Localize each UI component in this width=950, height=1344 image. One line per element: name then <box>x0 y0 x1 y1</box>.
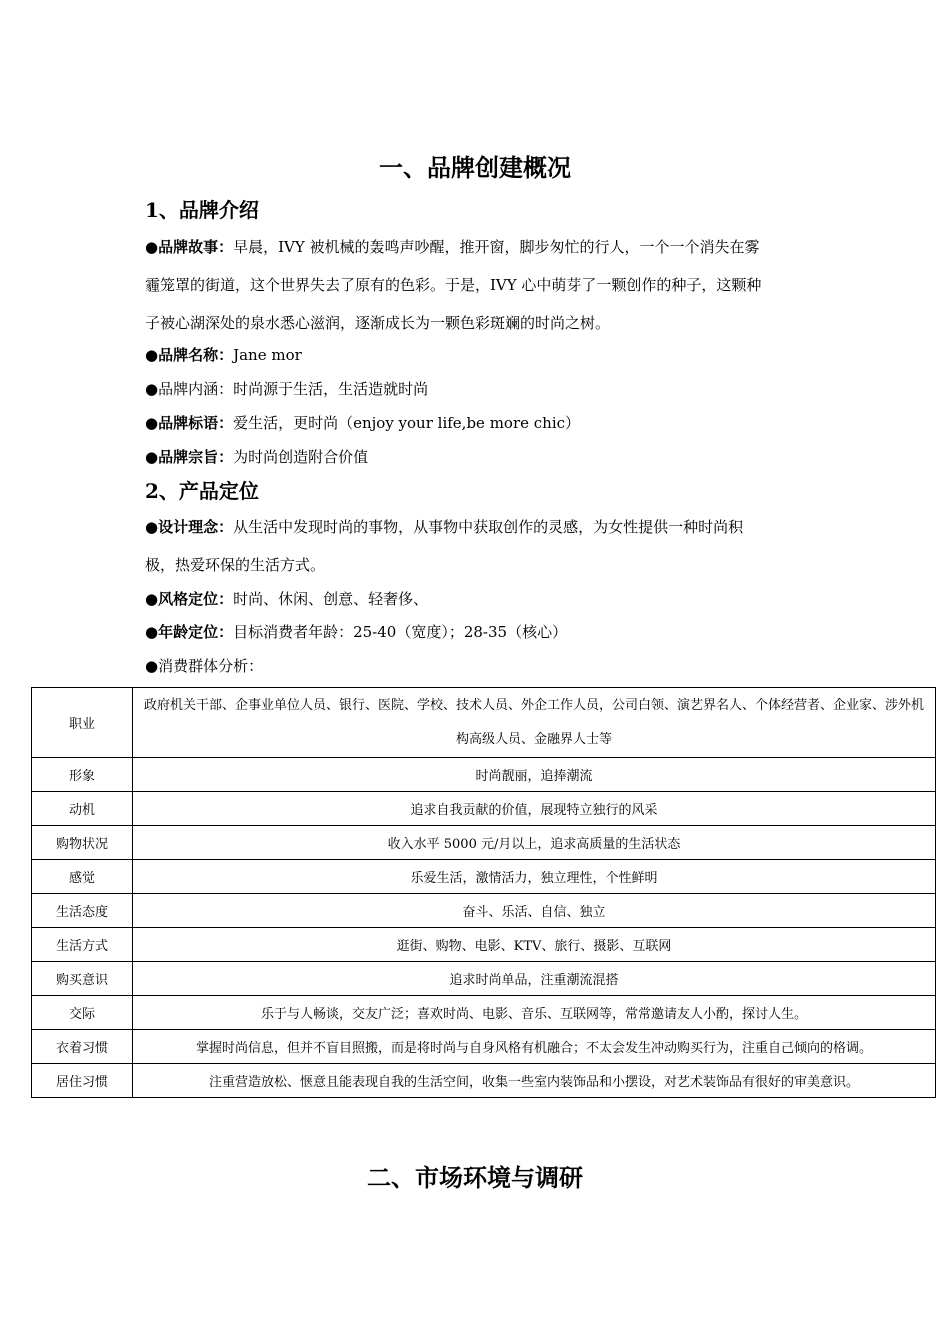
table-row <box>32 1030 936 1064</box>
row-value: 追求时尚单品，注重潮流混搭 <box>133 962 936 996</box>
brand-name-value: Jane mor <box>233 346 302 364</box>
design-concept-line-2: 极，热爱环保的生活方式。 <box>145 556 326 574</box>
age-positioning-label: ●年龄定位： <box>145 623 234 641</box>
row-value: 奋斗、乐活、自信、独立 <box>133 894 936 928</box>
brand-story-line-1 <box>145 237 815 257</box>
row-value: 政府机关干部、企事业单位人员、银行、医院、学校、技术人员、外企工作人员，公司白领、演艺界名人、个体经营者、企业家、涉外机构高级人员、金融界人士等 <box>133 688 936 758</box>
brand-slogan-label: ●品牌标语： <box>145 414 234 432</box>
table-row <box>32 928 936 962</box>
product-positioning-heading: 2、产品定位 <box>145 479 259 503</box>
row-value: 逛街、购物、电影、KTV、旅行、摄影、互联网 <box>133 928 936 962</box>
row-value: 乐于与人畅谈，交友广泛；喜欢时尚、电影、音乐、互联网等，常常邀请友人小酌，探讨人生。 <box>133 996 936 1030</box>
row-key: 形象 <box>32 758 133 792</box>
row-key: 生活态度 <box>32 894 133 928</box>
style-positioning-value: 时尚、休闲、创意、轻奢侈、 <box>233 590 429 608</box>
row-key: 动机 <box>32 792 133 826</box>
row-key: 交际 <box>32 996 133 1030</box>
brand-purpose-label: ●品牌宗旨： <box>145 448 234 466</box>
brand-name-label: ●品牌名称： <box>145 346 234 364</box>
table-row <box>32 792 936 826</box>
age-positioning-value: 目标消费者年龄：25-40（宽度）；28-35（核心） <box>233 623 568 641</box>
brand-slogan-line <box>145 413 815 433</box>
consumer-analysis-table <box>31 687 936 1098</box>
row-key: 感觉 <box>32 860 133 894</box>
brand-intro-heading: 1、品牌介绍 <box>145 198 259 222</box>
table-row <box>32 996 936 1030</box>
design-concept-line-1 <box>145 517 815 537</box>
brand-story-label: ●品牌故事： <box>145 238 234 256</box>
brand-story-line-3: 子被心湖深处的泉水悉心滋润，逐渐成长为一颗色彩斑斓的时尚之树。 <box>145 314 611 332</box>
consumer-group-line: ●消费群体分析： <box>145 657 264 675</box>
table-row <box>32 688 936 758</box>
brand-purpose-line <box>145 447 815 467</box>
design-concept-text-1: 从生活中发现时尚的事物，从事物中获取创作的灵感，为女性提供一种时尚积 <box>233 518 744 536</box>
design-concept-label: ●设计理念： <box>145 518 234 536</box>
row-key: 衣着习惯 <box>32 1030 133 1064</box>
row-value: 时尚靓丽，追捧潮流 <box>133 758 936 792</box>
age-positioning-line <box>145 622 815 642</box>
brand-purpose-value: 为时尚创造附合价值 <box>233 448 369 466</box>
section-1-title: 一、品牌创建概况 <box>379 153 571 182</box>
style-positioning-label: ●风格定位： <box>145 590 234 608</box>
brand-slogan-value: 爱生活，更时尚（enjoy your life,be more chic） <box>233 414 581 432</box>
table-row <box>32 758 936 792</box>
row-value: 收入水平 5000 元/月以上，追求高质量的生活状态 <box>133 826 936 860</box>
brand-story-line-2: 霾笼罩的街道，这个世界失去了原有的色彩。于是，IVY 心中萌芽了一颗创作的种子，这颗种 <box>145 276 762 294</box>
row-value: 注重营造放松、惬意且能表现自我的生活空间，收集一些室内装饰品和小摆设，对艺术装饰品有很好的审美意识。 <box>133 1064 936 1098</box>
brand-meaning-line: ●品牌内涵：时尚源于生活，生活造就时尚 <box>145 380 429 398</box>
row-key: 购物状况 <box>32 826 133 860</box>
table-row <box>32 1064 936 1098</box>
row-key: 居住习惯 <box>32 1064 133 1098</box>
row-key: 职业 <box>32 688 133 758</box>
table-row <box>32 894 936 928</box>
row-value: 追求自我贡献的价值，展现特立独行的风采 <box>133 792 936 826</box>
row-value: 乐爱生活，激情活力，独立理性，个性鲜明 <box>133 860 936 894</box>
table-row <box>32 860 936 894</box>
style-positioning-line <box>145 589 815 609</box>
table-row <box>32 826 936 860</box>
section-2-title: 二、市场环境与调研 <box>367 1163 583 1192</box>
brand-name-line <box>145 345 815 365</box>
brand-story-text-1: 早晨，IVY 被机械的轰鸣声吵醒，推开窗，脚步匆忙的行人，一个一个消失在雾 <box>233 238 760 256</box>
table-row <box>32 962 936 996</box>
row-key: 购买意识 <box>32 962 133 996</box>
row-key: 生活方式 <box>32 928 133 962</box>
row-value: 掌握时尚信息，但并不盲目照搬，而是将时尚与自身风格有机融合；不太会发生冲动购买行为，注重自己倾向的格调。 <box>133 1030 936 1064</box>
